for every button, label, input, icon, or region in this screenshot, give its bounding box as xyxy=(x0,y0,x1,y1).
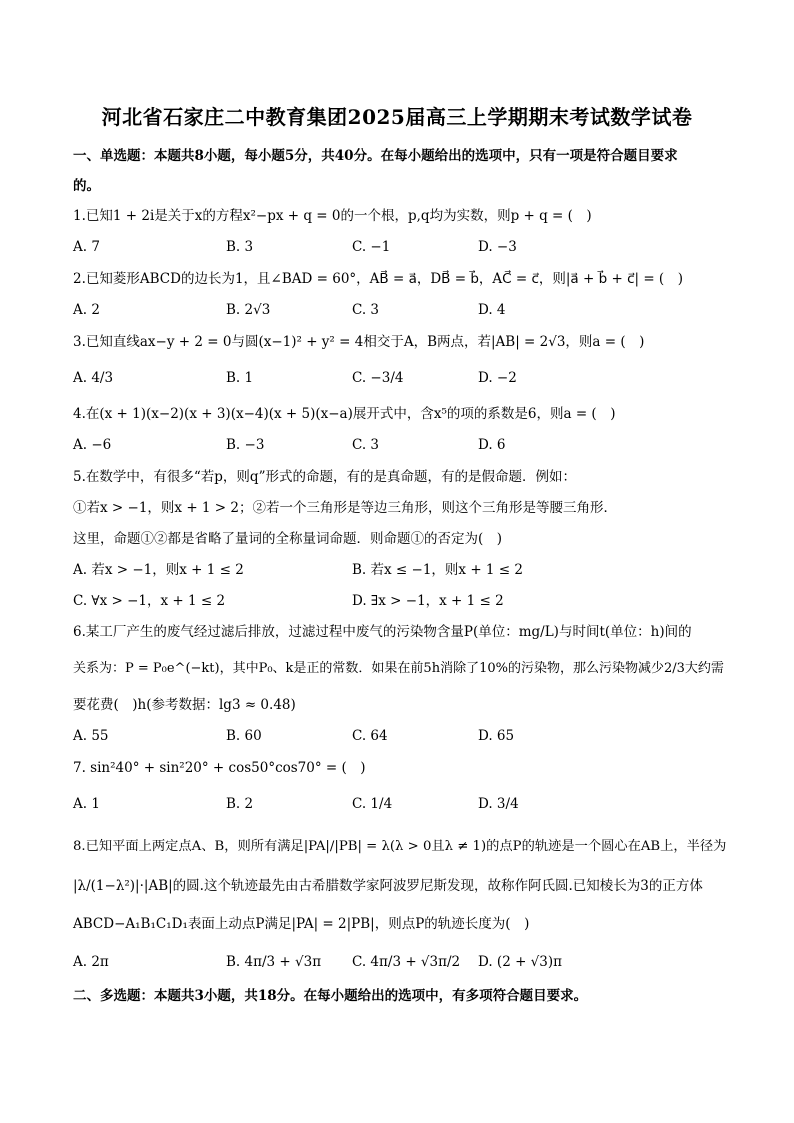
option-d: D. 65 xyxy=(478,728,515,744)
option-d: D. 6 xyxy=(478,437,506,453)
option-c: C. 3 xyxy=(352,437,380,453)
option-d: D. 4 xyxy=(478,302,506,318)
option-a: A. 1 xyxy=(73,796,100,812)
section1-heading-cont: 的。 xyxy=(73,178,100,194)
option-a: A. 2 xyxy=(73,302,100,318)
option-d: D. −3 xyxy=(478,239,517,255)
option-c: C. 3 xyxy=(352,302,380,318)
option-a: A. 55 xyxy=(73,728,109,744)
question-5-stem: 5.在数学中，有很多“若p，则q”形式的命题，有的是真命题，有的是假命题．例如： xyxy=(73,469,576,485)
option-b: B. 2√3 xyxy=(226,302,271,318)
question-4-stem: 4.在(x + 1)(x−2)(x + 3)(x−4)(x + 5)(x−a)展开式中，含x⁵的项的系数是6，则a = ( ) xyxy=(73,406,616,422)
option-a: A. 若x > −1，则x + 1 ≤ 2 xyxy=(73,562,244,578)
section1-heading: 一、单选题：本题共8小题，每小题5分，共40分。在每小题给出的选项中，只有一项是符合题目要求 xyxy=(73,148,678,164)
option-d: D. 3/4 xyxy=(478,796,519,812)
question-8-stem: 8.已知平面上两定点A、B，则所有满足|PA|/|PB| = λ(λ > 0且λ ≠ 1)的点P的轨迹是一个圆心在AB上，半径为 xyxy=(73,839,727,854)
page-title: 河北省石家庄二中教育集团2025届高三上学期期末考试数学试卷 xyxy=(101,105,693,129)
option-c: C. 1/4 xyxy=(352,796,393,812)
option-c: C. ∀x > −1，x + 1 ≤ 2 xyxy=(73,593,226,609)
option-b: B. 若x ≤ −1，则x + 1 ≤ 2 xyxy=(352,562,523,578)
option-c: C. −1 xyxy=(352,239,391,255)
option-c: C. −3/4 xyxy=(352,370,404,386)
option-a: A. 4/3 xyxy=(73,370,114,386)
option-a: A. −6 xyxy=(73,437,112,453)
question-5-stem-line2: ①若x > −1，则x + 1 > 2；②若一个三角形是等边三角形，则这个三角形是等腰三角形． xyxy=(73,500,617,516)
section2-heading: 二、多选题：本题共3小题，共18分。在每小题给出的选项中，有多项符合题目要求。 xyxy=(73,988,588,1004)
question-2-stem: 2.已知菱形ABCD的边长为1，且∠BAD = 60°，AB⃗ = a⃗，DB⃗ = b⃗，AC⃗ = c⃗，则|a⃗ + b⃗ + c⃗| = ( ) xyxy=(73,271,683,287)
option-b: B. −3 xyxy=(226,437,265,453)
question-6-stem: 6.某工厂产生的废气经过滤后排放，过滤过程中废气的污染物含量P(单位：mg/L)与时间t(单位：h)间的 xyxy=(73,624,692,640)
question-6-stem-line2: 关系为：P = P₀e^(−kt)，其中P₀、k是正的常数．如果在前5h消除了10%的污染物，那么污染物减少2/3大约需 xyxy=(73,661,724,676)
option-b: B. 60 xyxy=(226,728,262,744)
option-c: C. 64 xyxy=(352,728,388,744)
option-a: A. 2π xyxy=(73,954,109,970)
option-d: D. (2 + √3)π xyxy=(478,954,563,970)
question-6-stem-line3: 要花费( )h(参考数据：lg3 ≈ 0.48) xyxy=(73,697,296,713)
option-d: D. ∃x > −1，x + 1 ≤ 2 xyxy=(352,593,504,609)
option-a: A. 7 xyxy=(73,239,100,255)
question-8-stem-line2: |λ/(1−λ²)|·|AB|的圆.这个轨迹最先由古希腊数学家阿波罗尼斯发现，故称作阿氏圆.已知棱长为3的正方体 xyxy=(73,878,703,894)
option-b: B. 2 xyxy=(226,796,254,812)
option-b: B. 3 xyxy=(226,239,254,255)
option-b: B. 1 xyxy=(226,370,254,386)
question-1-stem: 1.已知1 + 2i是关于x的方程x²−px + q = 0的一个根，p,q均为实数，则p + q = ( ) xyxy=(73,208,592,224)
option-c: C. 4π/3 + √3π/2 xyxy=(352,954,461,970)
question-7-stem: 7. sin²40° + sin²20° + cos50°cos70° = ( ) xyxy=(73,760,366,776)
option-d: D. −2 xyxy=(478,370,517,386)
question-5-stem-line3: 这里，命题①②都是省略了量词的全称量词命题．则命题①的否定为( ) xyxy=(73,531,503,547)
question-3-stem: 3.已知直线ax−y + 2 = 0与圆(x−1)² + y² = 4相交于A，B两点，若|AB| = 2√3，则a = ( ) xyxy=(73,334,645,350)
question-8-stem-line3: ABCD−A₁B₁C₁D₁表面上动点P满足|PA| = 2|PB|，则点P的轨迹长度为( ) xyxy=(73,916,530,932)
option-b: B. 4π/3 + √3π xyxy=(226,954,322,970)
